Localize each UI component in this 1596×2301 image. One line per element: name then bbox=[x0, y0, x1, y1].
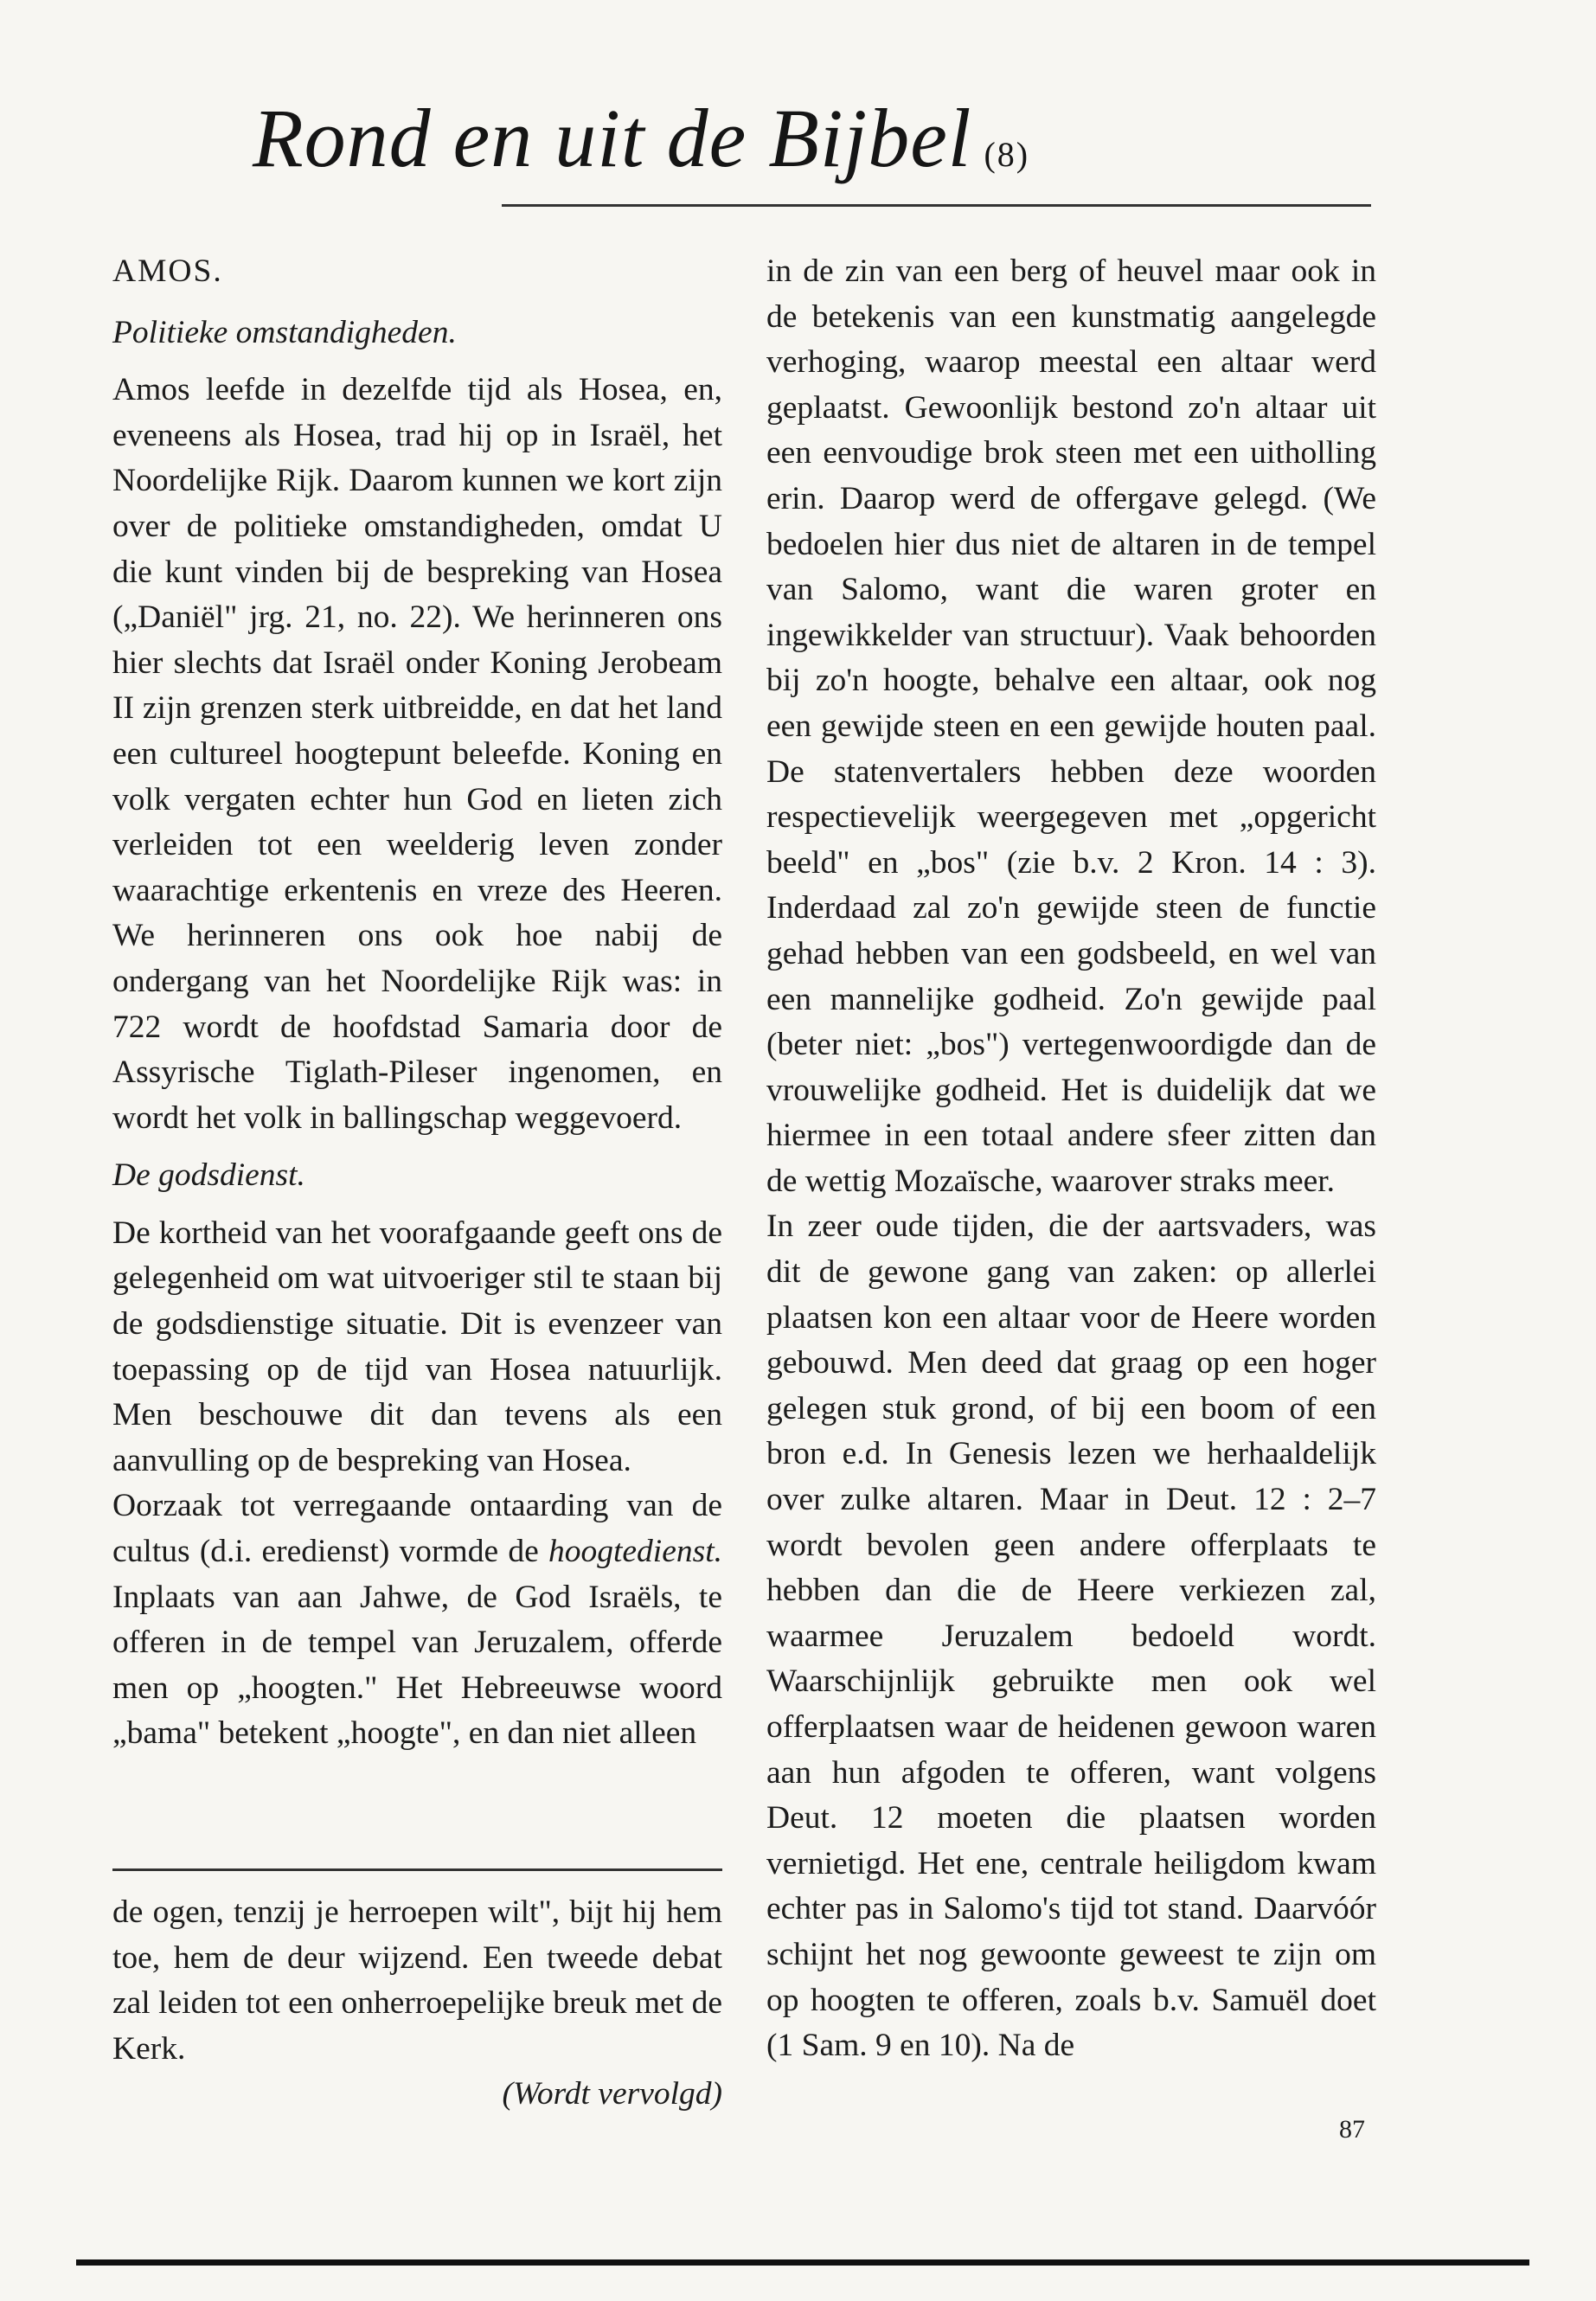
subheading-religion: De godsdienst. bbox=[112, 1157, 305, 1194]
paragraph-cult-emphasis: hoogtedienst. bbox=[548, 1534, 722, 1570]
bottom-border bbox=[76, 2259, 1529, 2266]
paragraph-ancient-times: In zeer oude tijden, die der aartsvaders, was dit de gewone gang van zaken: op allerlei plaatsen kon een altaar voor de Heere worden gebouwd. Men deed dat graag op een hoger gelegen stuk grond, of bij een boom of een bron e.d. In Genesis lezen we herhaaldelijk over zulke altaren. Maar in Deut. 12 : 2–7 wordt bevolen geen andere offerplaats te hebben dan die de Heere verkiezen zal, waarmee Jeruzalem bedoeld wordt. Waarschijnlijk gebruikte men ook wel offerplaatsen waar de heidenen gewoon waren aan hun afgoden te offeren, want volgens Deut. 12 moeten die plaatsen worden vernietigd. Het ene, centrale heiligdom kwam echter pas in Salomo's tijd tot stand. Daarvóór schijnt het nog gewoonte geweest te zijn om op hoogten te offeren, zoals b.v. Samuël doet (1 Sam. 9 en 10). Na de bbox=[766, 1208, 1376, 2064]
paragraph-cult-start: Oorzaak tot verregaande ontaarding van de cultus (d.i. eredienst) vormde de bbox=[112, 1488, 722, 1570]
footnote-block bbox=[112, 1890, 722, 2118]
footnote-divider bbox=[112, 1868, 722, 1871]
continued-note: (Wordt vervolgd) bbox=[502, 2076, 722, 2112]
page-title bbox=[253, 92, 1030, 184]
page-number: 87 bbox=[1339, 2115, 1365, 2144]
right-column bbox=[766, 249, 1376, 2069]
paragraph-religion: De kortheid van het voorafgaande geeft ons de gelegenheid om wat uitvoeriger stil te staan bij de godsdienstige situatie. Dit is evenzeer van toepassing op de tijd van Hosea natuurlijk. Men beschouwe dit dan tevens als een aanvulling op de bespreking van Hosea. bbox=[112, 1215, 722, 1478]
footnote-text: de ogen, tenzij je herroepen wilt", bijt hij hem toe, hem de deur wijzend. Een tweede debat zal leiden tot een onherroepelijke breuk met de Kerk. bbox=[112, 1894, 722, 2067]
left-column bbox=[112, 249, 722, 1757]
title-text: Rond en uit de Bijbel bbox=[253, 92, 972, 184]
paragraph-cult bbox=[112, 1484, 722, 1757]
title-divider bbox=[502, 204, 1371, 207]
paragraph-politics: Amos leefde in dezelfde tijd als Hosea, en, eveneens als Hosea, trad hij op in Israël, het Noordelijke Rijk. Daarom kunnen we kort zijn over de politieke omstandigheden, omdat U die kunt vinden bij de bespreking van Hosea („Daniël" jrg. 21, no. 22). We herinneren ons hier slechts dat Israël onder Koning Jerobeam II zijn grenzen sterk uitbreidde, en dat het land een cultureel hoogtepunt beleefde. Koning en volk vergaten echter hun God en lieten zich verleiden tot een weelderig leven zonder waarachtige erkentenis en vreze des Heeren. We herinneren ons ook hoe nabij de ondergang van het Noordelijke Rijk was: in 722 wordt de hoofdstad Samaria door de Assyrische Tiglath-Pileser ingenomen, en wordt het volk in ballingschap weggevoerd. bbox=[112, 372, 722, 1136]
series-number: (8) bbox=[984, 135, 1030, 174]
subheading-politics: Politieke omstandigheden. bbox=[112, 314, 457, 350]
paragraph-heights: in de zin van een berg of heuvel maar ook in de betekenis van een kunstmatig aangelegde verhoging, waarop meestal een altaar werd geplaatst. Gewoonlijk bestond zo'n altaar uit een eenvoudige brok steen met een uitholling erin. Daarop werd de offergave gelegd. (We bedoelen hier dus niet de altaren in de tempel van Salomo, want die waren groter en ingewikkelder van structuur). Vaak behoorden bij zo'n hoogte, behalve een altaar, ook nog een gewijde steen en een gewijde houten paal. De statenvertalers hebben deze woorden respectievelijk weergegeven met „opgericht beeld" en „bos" (zie b.v. 2 Kron. 14 : 3). Inderdaad zal zo'n gewijde steen de functie gehad hebben van een godsbeeld, en wel van een mannelijke godheid. Zo'n gewijde paal (beter niet: „bos") vertegenwoordigde dan de vrouwelijke godheid. Het is duidelijk dat we hiermee in een totaal andere sfeer zitten dan de wettig Mozaïsche, waarover straks meer. bbox=[766, 253, 1376, 1199]
paragraph-cult-end: Inplaats van aan Jahwe, de God Israëls, te offeren in de tempel van Jeruzalem, offerde men op „hoogten." Het Hebreeuwse woord „bama" betekent „hoogte", en dan niet alleen bbox=[112, 1579, 722, 1752]
section-heading: AMOS. bbox=[112, 253, 223, 289]
